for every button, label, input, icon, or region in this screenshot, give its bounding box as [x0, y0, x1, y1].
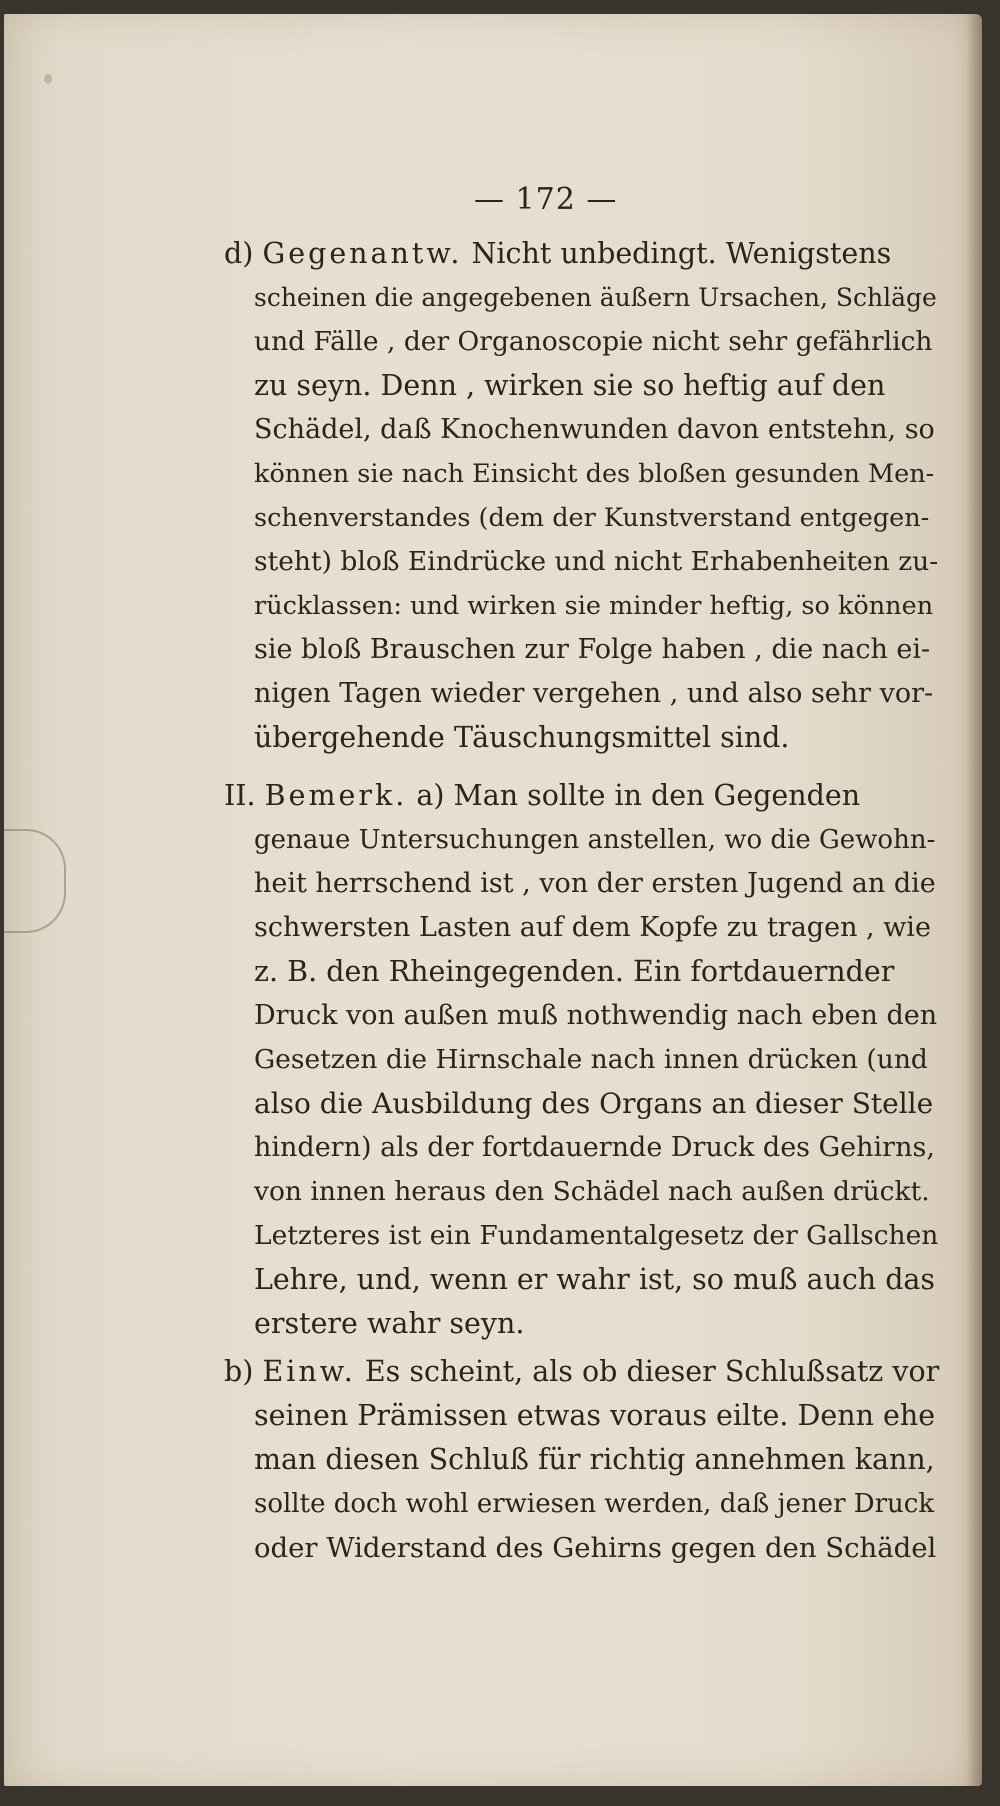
text-line — [254, 716, 790, 760]
line-text: übergehende Täuschungsmittel sind. — [254, 721, 790, 754]
line-text: steht) bloß Eindrücke und nicht Erhabenheiten zu- — [254, 546, 939, 577]
text-line — [254, 1394, 935, 1438]
line-text: schenverstandes (dem der Kunstverstand entgegen- — [254, 503, 930, 533]
line-text: rücklassen: und wirken sie minder heftig, so können — [254, 591, 934, 621]
page-number: — 172 — — [474, 182, 618, 217]
text-line — [254, 1526, 936, 1570]
line-text: Es scheint, als ob dieser Schlußsatz vor — [355, 1355, 940, 1388]
line-text: können sie nach Einsicht des bloßen gesunden Men- — [254, 459, 935, 489]
line-prefix: b) — [224, 1355, 263, 1388]
line-text: heit herrschend ist , von der ersten Jugend an die — [254, 868, 936, 899]
line-text: hindern) als der fortdauernde Druck des Gehirns, — [254, 1132, 935, 1163]
line-heading-spaced: Bemerk. — [264, 779, 408, 812]
text-line — [254, 862, 936, 906]
text-line — [224, 1350, 939, 1394]
line-text: genaue Untersuchungen anstellen, wo die Gewohn- — [254, 825, 936, 855]
line-heading-spaced: Gegenantw. — [262, 237, 463, 270]
text-line — [254, 276, 937, 320]
line-prefix: II. — [224, 779, 265, 812]
text-line — [254, 364, 885, 408]
text-line — [254, 408, 935, 452]
text-line — [254, 672, 933, 716]
page-text — [4, 14, 982, 1786]
text-line — [254, 584, 933, 628]
text-line — [254, 1482, 934, 1526]
text-line — [254, 906, 931, 950]
text-line — [254, 1170, 930, 1214]
line-text: seinen Prämissen etwas voraus eilte. Denn ehe — [254, 1399, 936, 1432]
line-text: von innen heraus den Schädel nach außen drückt. — [254, 1176, 930, 1207]
text-line — [254, 1038, 928, 1082]
text-line — [254, 452, 934, 496]
line-text: Lehre, und, wenn er wahr ist, so muß auch das — [254, 1263, 936, 1296]
line-text: oder Widerstand des Gehirns gegen den Schädel — [254, 1532, 937, 1564]
text-line — [254, 950, 894, 994]
line-text: Gesetzen die Hirnschale nach innen drücken (und — [254, 1044, 928, 1075]
line-text: scheinen die angegebenen äußern Ursachen, Schläge — [254, 283, 937, 312]
line-prefix: d) — [224, 237, 263, 270]
line-text: Nicht unbedingt. Wenigstens — [462, 237, 892, 270]
line-text: also die Ausbildung des Organs an dieser Stelle — [254, 1087, 934, 1120]
text-line — [224, 774, 860, 818]
line-text: zu seyn. Denn , wirken sie so heftig auf den — [254, 369, 886, 402]
line-heading-spaced: Einw. — [262, 1355, 356, 1388]
text-line — [254, 1126, 935, 1170]
text-line — [254, 1438, 935, 1482]
text-line — [254, 994, 937, 1038]
text-line — [254, 1302, 524, 1346]
line-text: Schädel, daß Knochenwunden davon entstehn, so — [254, 414, 935, 445]
line-text: man diesen Schluß für richtig annehmen kann, — [254, 1443, 935, 1476]
line-text: Druck von außen muß nothwendig nach eben den — [254, 1000, 938, 1031]
text-line — [254, 540, 938, 584]
text-line — [224, 232, 891, 276]
book-page — [4, 14, 982, 1786]
line-text: nigen Tagen wieder vergehen , und also sehr vor- — [254, 678, 934, 709]
text-line — [254, 496, 929, 540]
line-text: sie bloß Brauschen zur Folge haben , die nach ei- — [254, 634, 931, 665]
text-line — [254, 1082, 933, 1126]
line-text: z. B. den Rheingegenden. Ein fortdauernder — [254, 955, 895, 988]
text-line — [254, 1258, 935, 1302]
text-line — [254, 628, 930, 672]
line-text: und Fälle , der Organoscopie nicht sehr gefährlich — [254, 326, 933, 357]
line-text: schwersten Lasten auf dem Kopfe zu tragen , wie — [254, 912, 931, 943]
line-text: Letzteres ist ein Fundamentalgesetz der Gallschen — [254, 1220, 939, 1251]
text-line — [254, 818, 935, 862]
text-line — [254, 320, 932, 364]
line-text: erstere wahr seyn. — [254, 1307, 525, 1340]
text-line — [254, 1214, 938, 1258]
line-text: sollte doch wohl erwiesen werden, daß jener Druck — [254, 1489, 935, 1519]
line-text: a) Man sollte in den Gegenden — [407, 779, 861, 812]
